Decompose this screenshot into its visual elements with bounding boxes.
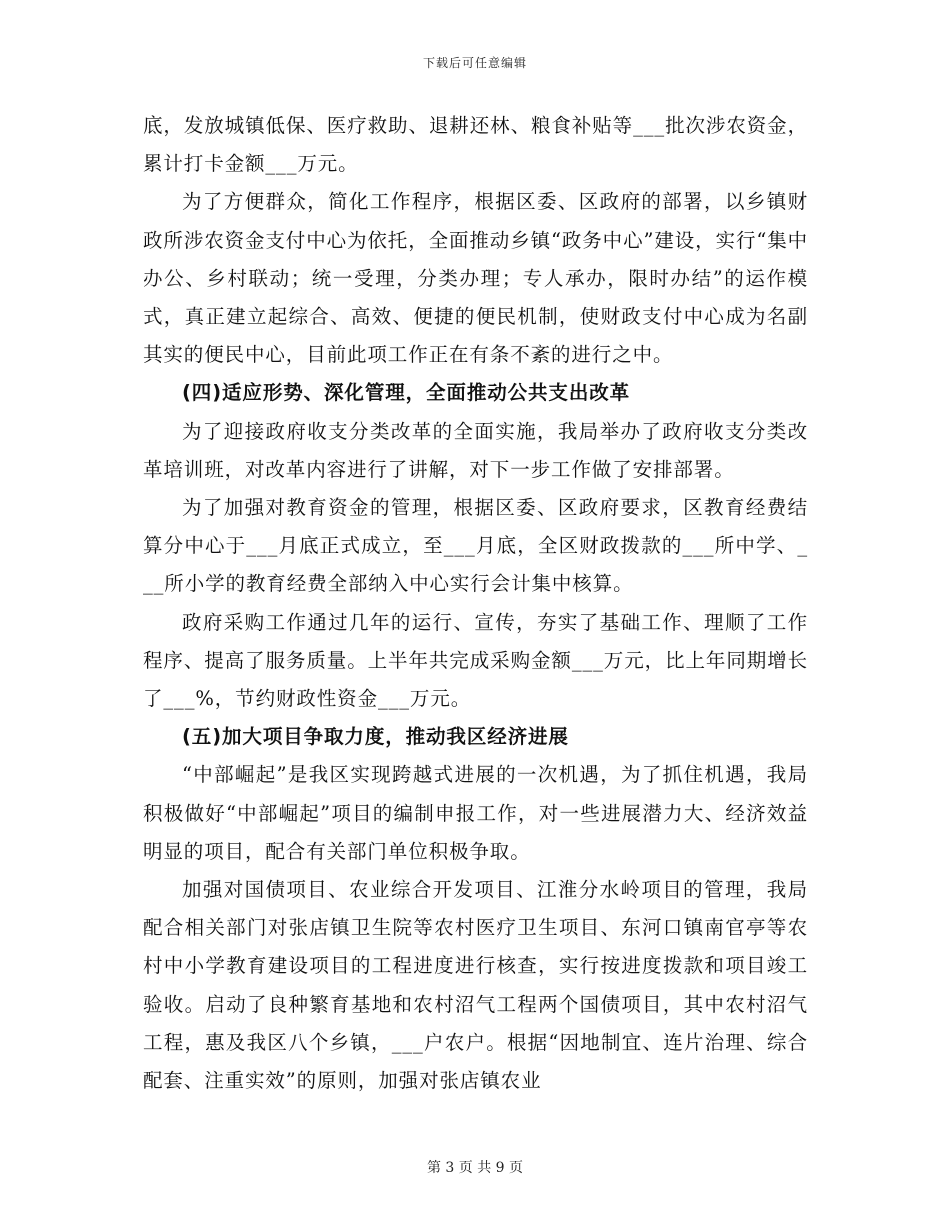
page-header: 下载后可任意编辑 bbox=[422, 56, 527, 70]
paragraph: 为了迎接政府收支分类改革的全面实施，我局举办了政府收支分类改革培训班，对改革内容进行了讲解，对下一步工作做了安排部署。 bbox=[143, 419, 808, 481]
paragraph: 为了加强对教育资金的管理，根据区委、区政府要求，区教育经费结算分中心于___月底正式成立，至___月底，全区财政拨款的___所中学、___所小学的教育经费全部纳入中心实行会计集中核算。 bbox=[143, 496, 808, 596]
section-heading-5: (五)加大项目争取力度，推动我区经济进展 bbox=[182, 725, 569, 749]
paragraph: 加强对国债项目、农业综合开发项目、江淮分水岭项目的管理，我局配合相关部门对张店镇卫生院等农村医疗卫生项目、东河口镇南官亭等农村中小学教育建设项目的工程进度进行核查，实行按进度拨款和项目竣工验收。启动了良种繁育基地和农村沼气工程两个国债项目，其中农村沼气工程，惠及我区八个乡镇，___户农户。根据“因地制宜、连片治理、综合配套、注重实效”的原则，加强对张店镇农业 bbox=[143, 878, 808, 1093]
paragraph: “中部崛起”是我区实现跨越式进展的一次机遇，为了抓住机遇，我局积极做好“中部崛起”项目的编制申报工作，对一些进展潜力大、经济效益明显的项目，配合有关部门单位积极争取。 bbox=[143, 763, 808, 863]
page-footer: 第 3 页 共 9 页 bbox=[426, 1160, 524, 1176]
document-body bbox=[143, 107, 808, 1100]
section-heading-4: (四)适应形势、深化管理，全面推动公共支出改革 bbox=[182, 381, 631, 405]
paragraph: 政府采购工作通过几年的运行、宣传，夯实了基础工作、理顺了工作程序、提高了服务质量。上半年共完成采购金额___万元，比上年同期增长了___%，节约财政性资金___万元。 bbox=[143, 610, 808, 711]
paragraph: 为了方便群众，简化工作程序，根据区委、区政府的部署，以乡镇财政所涉农资金支付中心为依托，全面推动乡镇“政务中心”建设，实行“集中办公、乡村联动；统一受理，分类办理；专人承办，限时办结”的运作模式，真正建立起综合、高效、便捷的便民机制，使财政支付中心成为名副其实的便民中心，目前此项工作正在有条不紊的进行之中。 bbox=[143, 190, 809, 367]
paragraph-continuation: 底，发放城镇低保、医疗救助、退耕还林、粮食补贴等___批次涉农资金，累计打卡金额___万元。 bbox=[143, 114, 808, 176]
